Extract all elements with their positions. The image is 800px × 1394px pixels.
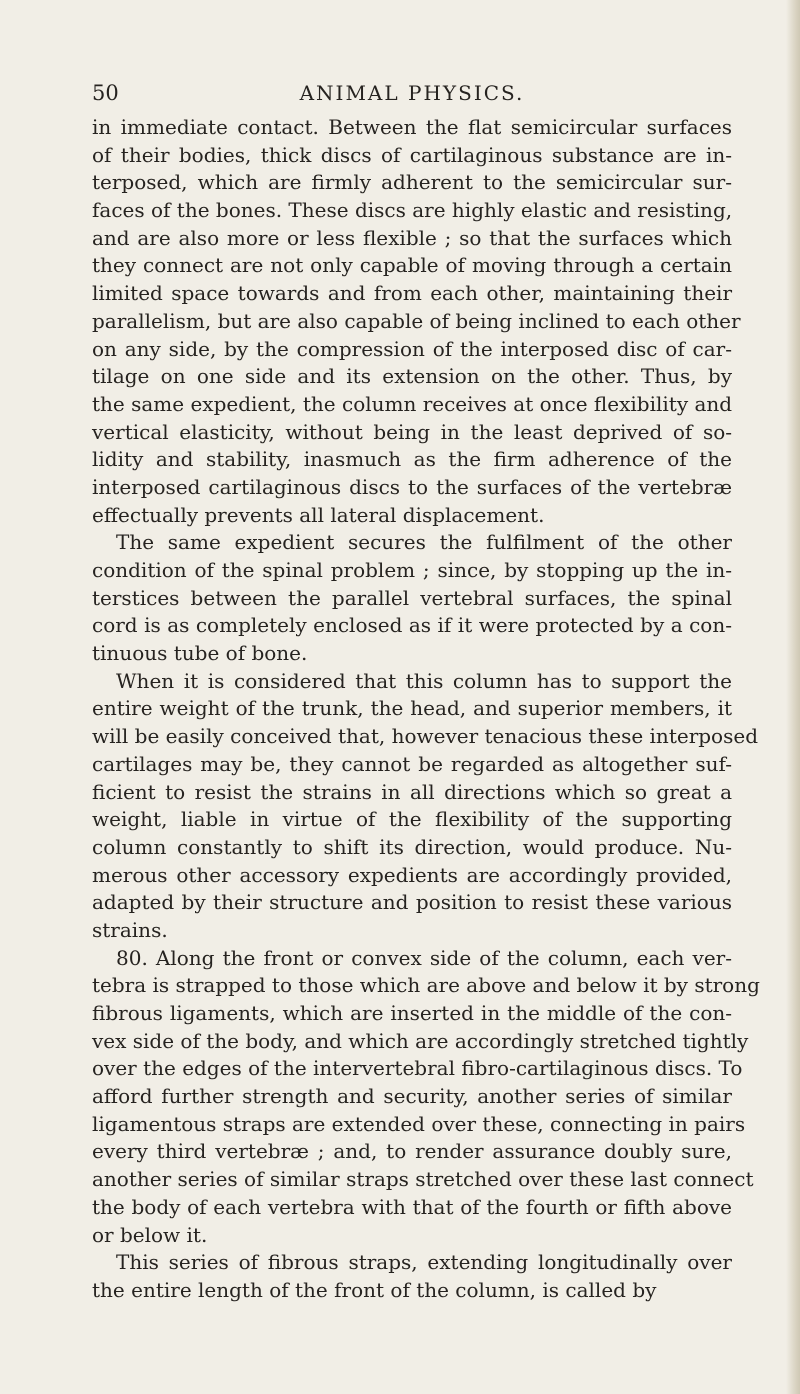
running-head: [92, 78, 732, 108]
text-line: another series of similar straps stretched over these last connect: [92, 1167, 754, 1192]
text-line: fibrous ligaments, which are inserted in the middle of the con-: [92, 1001, 732, 1025]
section-80-start-line: 80. Along the front or convex side of the column, each ver-: [116, 945, 732, 970]
text-line: or below it.: [92, 1222, 208, 1247]
text-line: will be easily conceived that, however tenacious these interposed: [92, 724, 758, 749]
text-line: terposed, which are firmly adherent to the semicircular sur-: [92, 170, 732, 195]
text-line: ficient to resist the strains in all directions which so great a: [92, 779, 732, 804]
text-line: adapted by their structure and position to resist these various: [92, 890, 732, 915]
text-line: cartilages may be, they cannot be regarded as altogether suf-: [92, 751, 732, 776]
running-title: ANIMAL PHYSICS.: [299, 81, 525, 105]
text-line: afford further strength and security, another series of similar: [92, 1084, 732, 1109]
text-line: terstices between the parallel vertebral surfaces, the spinal: [92, 585, 732, 610]
text-line: the same expedient, the column receives at once flexibility and: [92, 391, 733, 416]
text-line: every third vertebræ ; and, to render assurance doubly sure,: [92, 1139, 732, 1164]
text-line: vertical elasticity, without being in the least deprived of so-: [92, 419, 732, 444]
text-line: and are also more or less flexible ; so that the surfaces which: [92, 225, 732, 250]
text-line: cord is as completely enclosed as if it were protected by a con-: [92, 613, 732, 638]
text-line: strains.: [92, 917, 168, 942]
text-line: condition of the spinal problem ; since, by stopping up the in-: [92, 558, 732, 582]
text-line: interposed cartilaginous discs to the surfaces of the vertebræ: [92, 474, 732, 499]
text-line: the body of each vertebra with that of the fourth or fifth above: [92, 1194, 732, 1219]
text-line: weight, liable in virtue of the flexibility of the supporting: [92, 807, 732, 832]
text-line: tilage on one side and its extension on the other. Thus, by: [92, 364, 732, 389]
text-line: over the edges of the intervertebral fibro-cartilaginous discs. To: [92, 1056, 743, 1081]
paragraph-start-line: When it is considered that this column has to support the: [116, 668, 732, 693]
text-line: ligamentous straps are extended over these, connecting in pairs: [92, 1111, 746, 1136]
text-line: merous other accessory expedients are accordingly provided,: [92, 862, 732, 887]
paragraph-start-line: This series of fibrous straps, extending longitudinally over: [116, 1250, 732, 1275]
text-line: faces of the bones. These discs are highly elastic and resisting,: [92, 198, 733, 223]
text-line: limited space towards and from each other, maintaining their: [92, 281, 732, 306]
text-line: in immediate contact. Between the flat semicircular surfaces: [92, 115, 732, 139]
text-line: the entire length of the front of the column, is called by: [92, 1277, 657, 1302]
page-number: 50: [92, 81, 119, 105]
text-line: parallelism, but are also capable of being inclined to each other: [92, 308, 741, 333]
text-line: they connect are not only capable of moving through a certain: [92, 253, 732, 278]
paragraph-start-line: The same expedient secures the fulfilment of the other: [116, 530, 732, 555]
text-line: column constantly to shift its direction, would produce. Nu-: [92, 834, 732, 859]
text-line: on any side, by the compression of the interposed disc of car-: [92, 336, 732, 361]
text-line: entire weight of the trunk, the head, and superior members, it: [92, 696, 732, 721]
text-line: effectually prevents all lateral displacement.: [92, 502, 545, 527]
text-line: of their bodies, thick discs of cartilaginous substance are in-: [92, 142, 732, 167]
text-line: tinuous tube of bone.: [92, 641, 308, 666]
body-text: [92, 114, 760, 1305]
text-line: lidity and stability, inasmuch as the firm adherence of the: [92, 447, 732, 472]
text-line: tebra is strapped to those which are above and below it by strong: [92, 973, 760, 998]
text-line: vex side of the body, and which are accordingly stretched tightly: [92, 1028, 749, 1053]
page-edge-shadow: [786, 0, 800, 1394]
